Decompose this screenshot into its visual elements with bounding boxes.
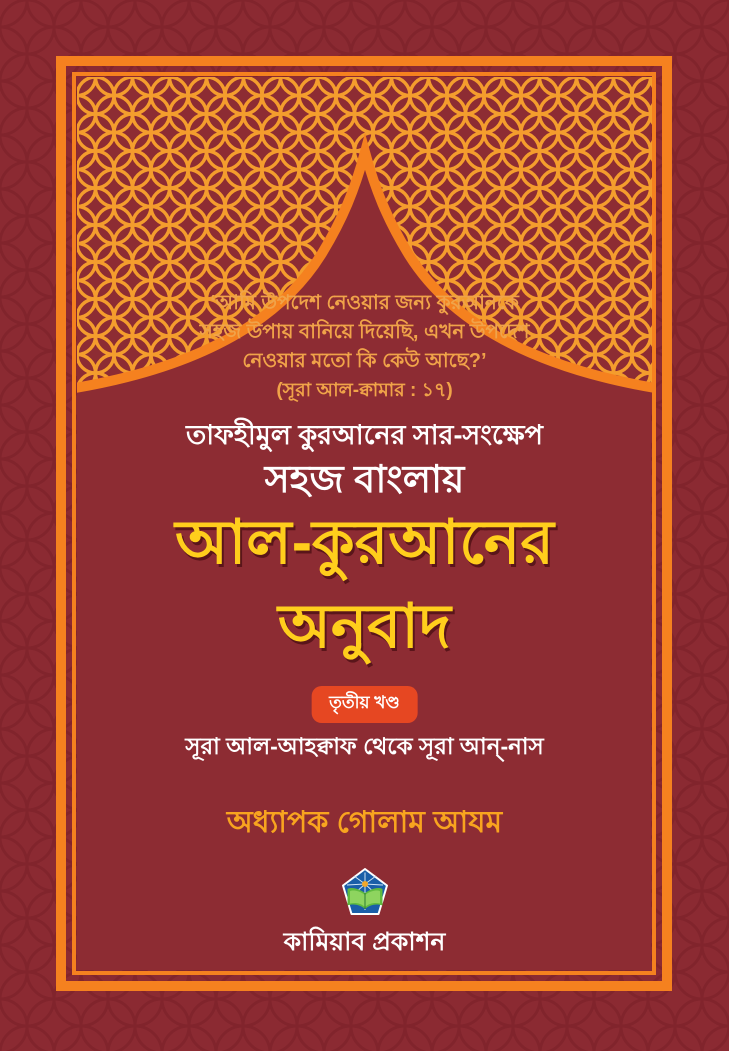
- publisher-logo: [342, 868, 388, 916]
- surah-range: সূরা আল-আহক্বাফ থেকে সূরা আন্-নাস: [185, 733, 544, 759]
- quote-reference: (সূরা আল-ক্বামার : ১৭): [276, 380, 453, 401]
- quote-line-2: সহজ উপায় বানিয়ে দিয়েছি, এখন উপদেশ: [199, 321, 530, 343]
- author-name: অধ্যাপক গোলাম আযম: [226, 806, 503, 839]
- publisher-logo-icon: [342, 868, 388, 916]
- subtitle: সহজ বাংলায়: [264, 459, 465, 501]
- sun-icon: [362, 881, 368, 887]
- quran-quote: [77, 289, 652, 405]
- publisher-name: কামিয়াব প্রকাশন: [283, 928, 446, 956]
- series-title: তাফহীমুল কুরআনের সার-সংক্ষেপ: [186, 420, 543, 450]
- quote-line-3: নেওয়ার মতো কি কেউ আছে?’: [242, 350, 487, 372]
- book-title: [77, 500, 652, 668]
- book-title-line-1: আল-কুরআনের: [175, 508, 554, 576]
- book-title-line-2: অনুবাদ: [278, 592, 451, 660]
- quote-line-1: ‘আমি উপদেশ নেওয়ার জন্য কুরআনকে: [210, 292, 519, 314]
- volume-badge: তৃতীয় খণ্ড: [311, 686, 418, 723]
